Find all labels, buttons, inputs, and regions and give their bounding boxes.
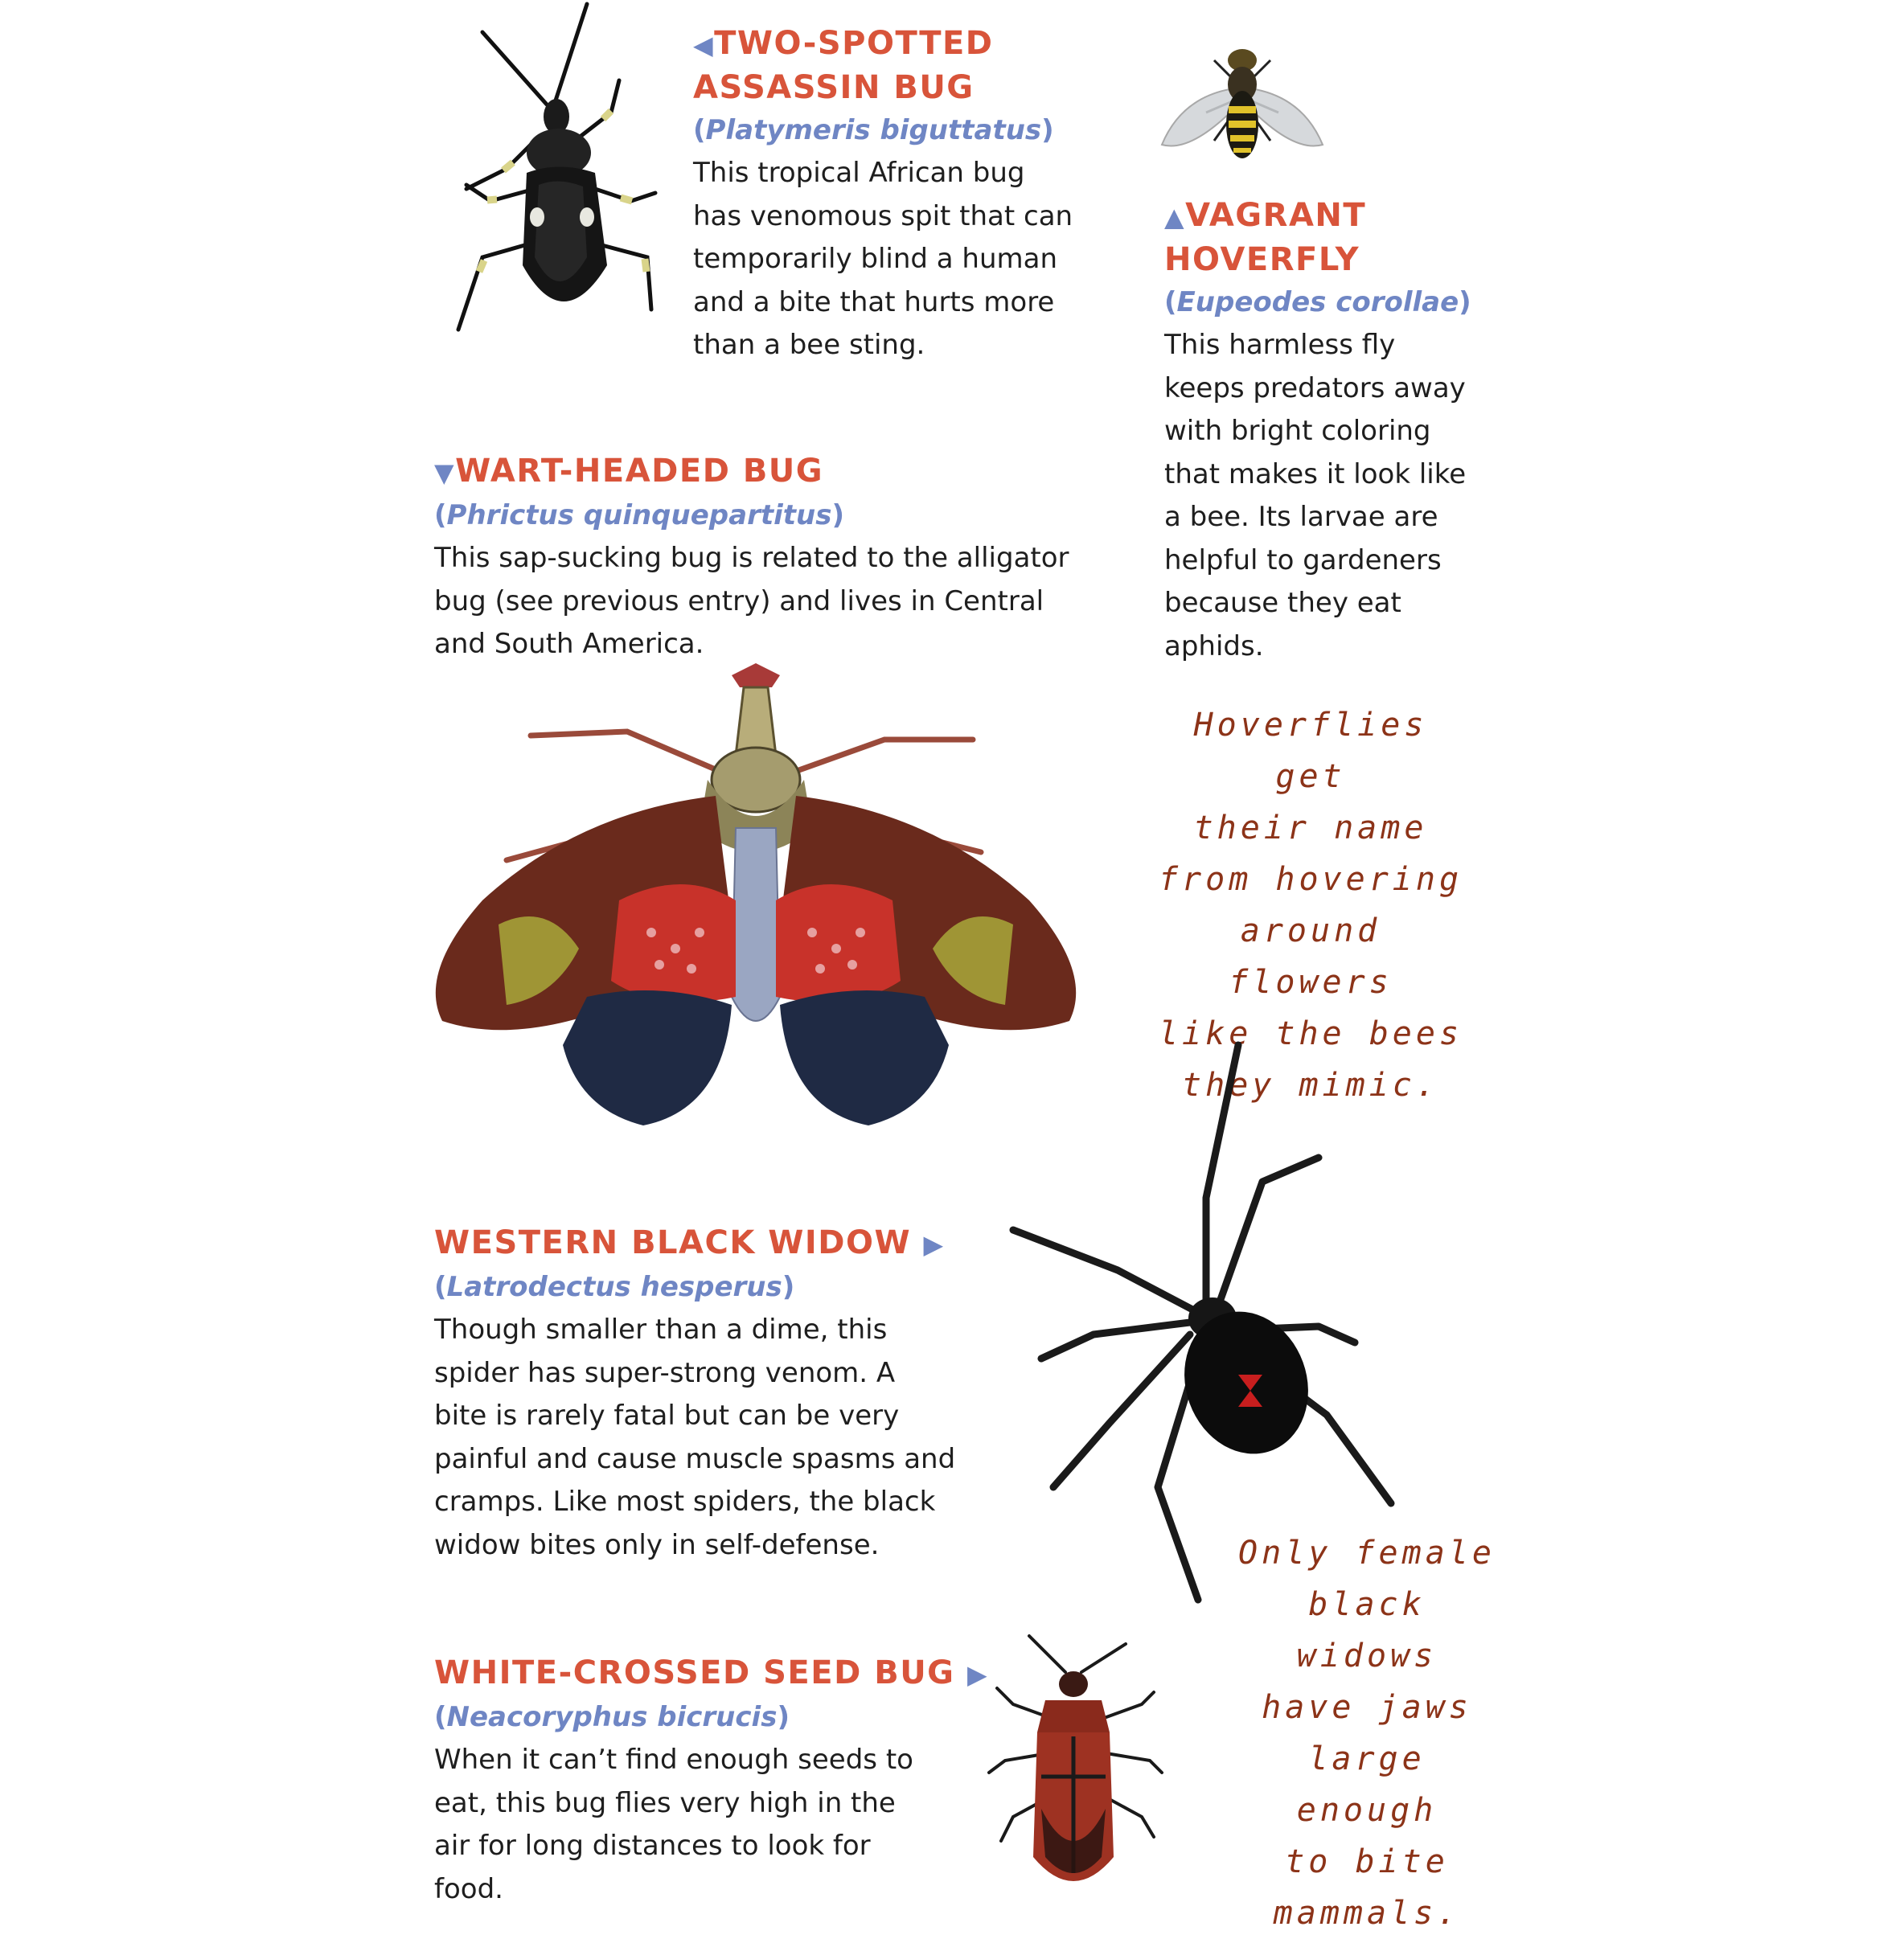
black-widow-fun-fact-note: Only female black widows have jaws large enough to bite mammals. xyxy=(1238,1535,1496,1932)
entry-western-black-widow xyxy=(434,1222,1013,1567)
pointer-left-icon: ◀ xyxy=(693,30,715,60)
pointer-up-icon: ▲ xyxy=(1164,202,1186,232)
entry-description: This tropical African bug has venomous spit that can temporarily blind a human and a bite that hurts more than a bee sting. xyxy=(693,157,1073,361)
entry-title: ▼WART-HEADED BUG xyxy=(434,453,824,490)
seed-bug-illustration xyxy=(981,1632,1174,1897)
entry-title: WHITE-CROSSED SEED BUG ▶ xyxy=(434,1654,989,1691)
entry-white-crossed-seed-bug xyxy=(434,1652,1013,1911)
entry-description: When it can’t find enough seeds to eat, this bug flies very high in the air for long distances to look for food. xyxy=(434,1744,913,1905)
scientific-name: (Latrodectus hesperus) xyxy=(434,1271,795,1303)
entry-title: ◀TWO-SPOTTED ASSASSIN BUG xyxy=(693,25,994,106)
entry-description: This harmless fly keeps predators away with bright coloring that makes it look like a bee. Its larvae are helpful to gardeners because they eat aphids. xyxy=(1164,329,1467,662)
entry-assassin-bug xyxy=(693,23,1127,367)
hoverfly-fun-fact-note: Hoverflies get their name from hovering around flowers like the bees they mimic. xyxy=(1158,707,1463,1104)
wart-headed-bug-illustration xyxy=(418,659,1094,1142)
entry-title: ▲VAGRANT HOVERFLY xyxy=(1164,197,1367,278)
assassin-bug-illustration xyxy=(434,0,675,338)
scientific-name: (Eupeodes corollae) xyxy=(1164,286,1471,318)
scientific-name: (Neacoryphus bicrucis) xyxy=(434,1701,790,1733)
hoverfly-illustration xyxy=(1158,32,1327,169)
entry-description: Though smaller than a dime, this spider has super-strong venom. A bite is rarely fatal but can be very painful and cause muscle spasms and cramps. Like most spiders, the black widow bites only in self-defense. xyxy=(434,1314,956,1561)
entry-vagrant-hoverfly xyxy=(1164,195,1518,668)
entry-wart-headed-bug xyxy=(434,450,1142,666)
entry-description: This sap-sucking bug is related to the alligator bug (see previous entry) and lives in Central and South America. xyxy=(434,542,1069,660)
scientific-name: (Platymeris biguttatus) xyxy=(693,114,1054,146)
pointer-down-icon: ▼ xyxy=(434,457,456,488)
pointer-right-icon: ▶ xyxy=(923,1229,945,1260)
pointer-right-icon: ▶ xyxy=(966,1659,989,1690)
entry-title: WESTERN BLACK WIDOW ▶ xyxy=(434,1224,945,1261)
scientific-name: (Phrictus quinquepartitus) xyxy=(434,499,844,531)
